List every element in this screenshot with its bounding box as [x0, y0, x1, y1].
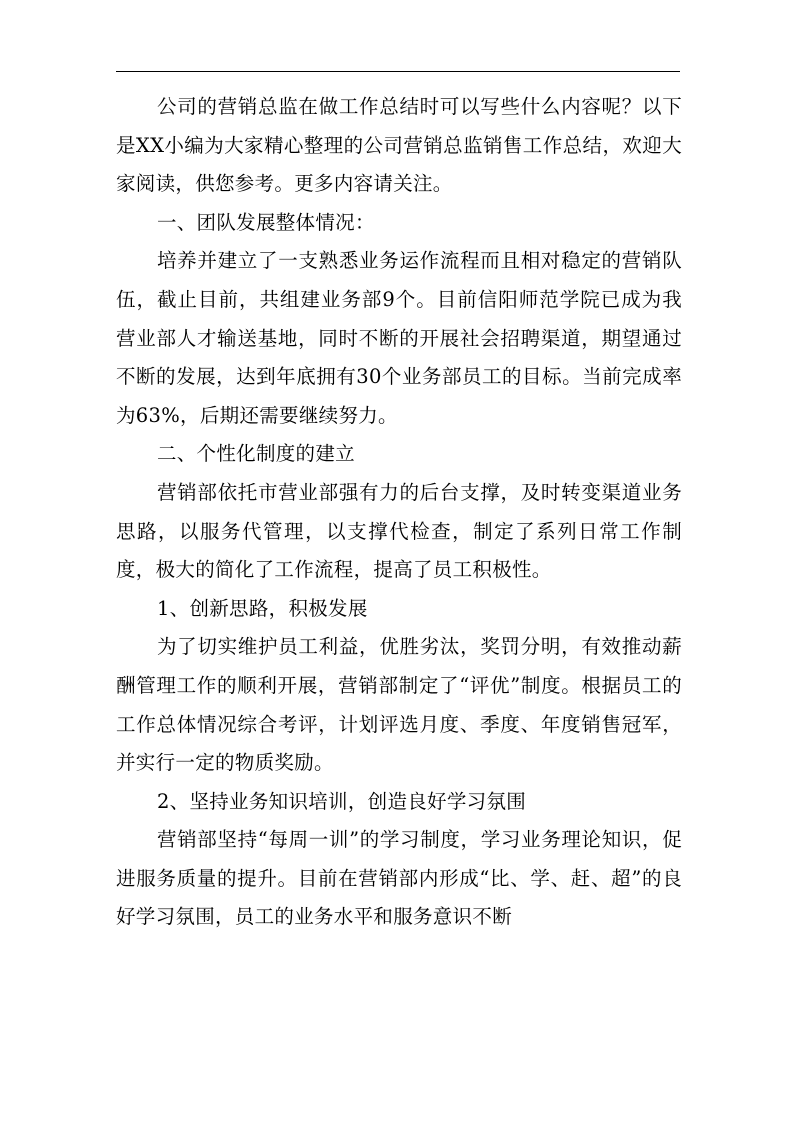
- training-paragraph: 营销部坚持“每周一训”的学习制度，学习业务理论知识，促进服务质量的提升。目前在营销部内形成“比、学、赶、超”的良好学习氛围，员工的业务水平和服务意识不断: [116, 828, 682, 929]
- header-rule: [116, 71, 680, 72]
- document-body: [116, 88, 682, 937]
- innovation-paragraph: 为了切实维护员工利益，优胜劣汰，奖罚分明，有效推动薪酬管理工作的顺利开展，营销部制定了“评优”制度。根据员工的工作总体情况综合考评，计划评选月度、季度、年度销售冠军，并实行一定的物质奖励。: [116, 635, 682, 775]
- subheading-training: 2、坚持业务知识培训，创造良好学习氛围: [156, 789, 527, 813]
- intro-paragraph: 公司的营销总监在做工作总结时可以写些什么内容呢？以下是XX小编为大家精心整理的公司营销总监销售工作总结，欢迎大家阅读，供您参考。更多内容请关注。: [116, 95, 682, 196]
- section-heading-team: 一、团队发展整体情况：: [156, 210, 375, 234]
- subheading-innovation: 1、创新思路，积极发展: [156, 596, 368, 620]
- team-paragraph: 培养并建立了一支熟悉业务运作流程而且相对稳定的营销队伍，截止目前，共组建业务部9个。目前信阳师范学院已成为我营业部人才输送基地，同时不断的开展社会招聘渠道，期望通过不断的发展，达到年底拥有30个业务部员工的目标。当前完成率为63%，后期还需要继续努力。: [116, 249, 682, 427]
- section-heading-system: 二、个性化制度的建立: [156, 442, 355, 466]
- system-paragraph: 营销部依托市营业部强有力的后台支撑，及时转变渠道业务思路，以服务代管理，以支撑代检查，制定了系列日常工作制度，极大的简化了工作流程，提高了员工积极性。: [116, 480, 682, 582]
